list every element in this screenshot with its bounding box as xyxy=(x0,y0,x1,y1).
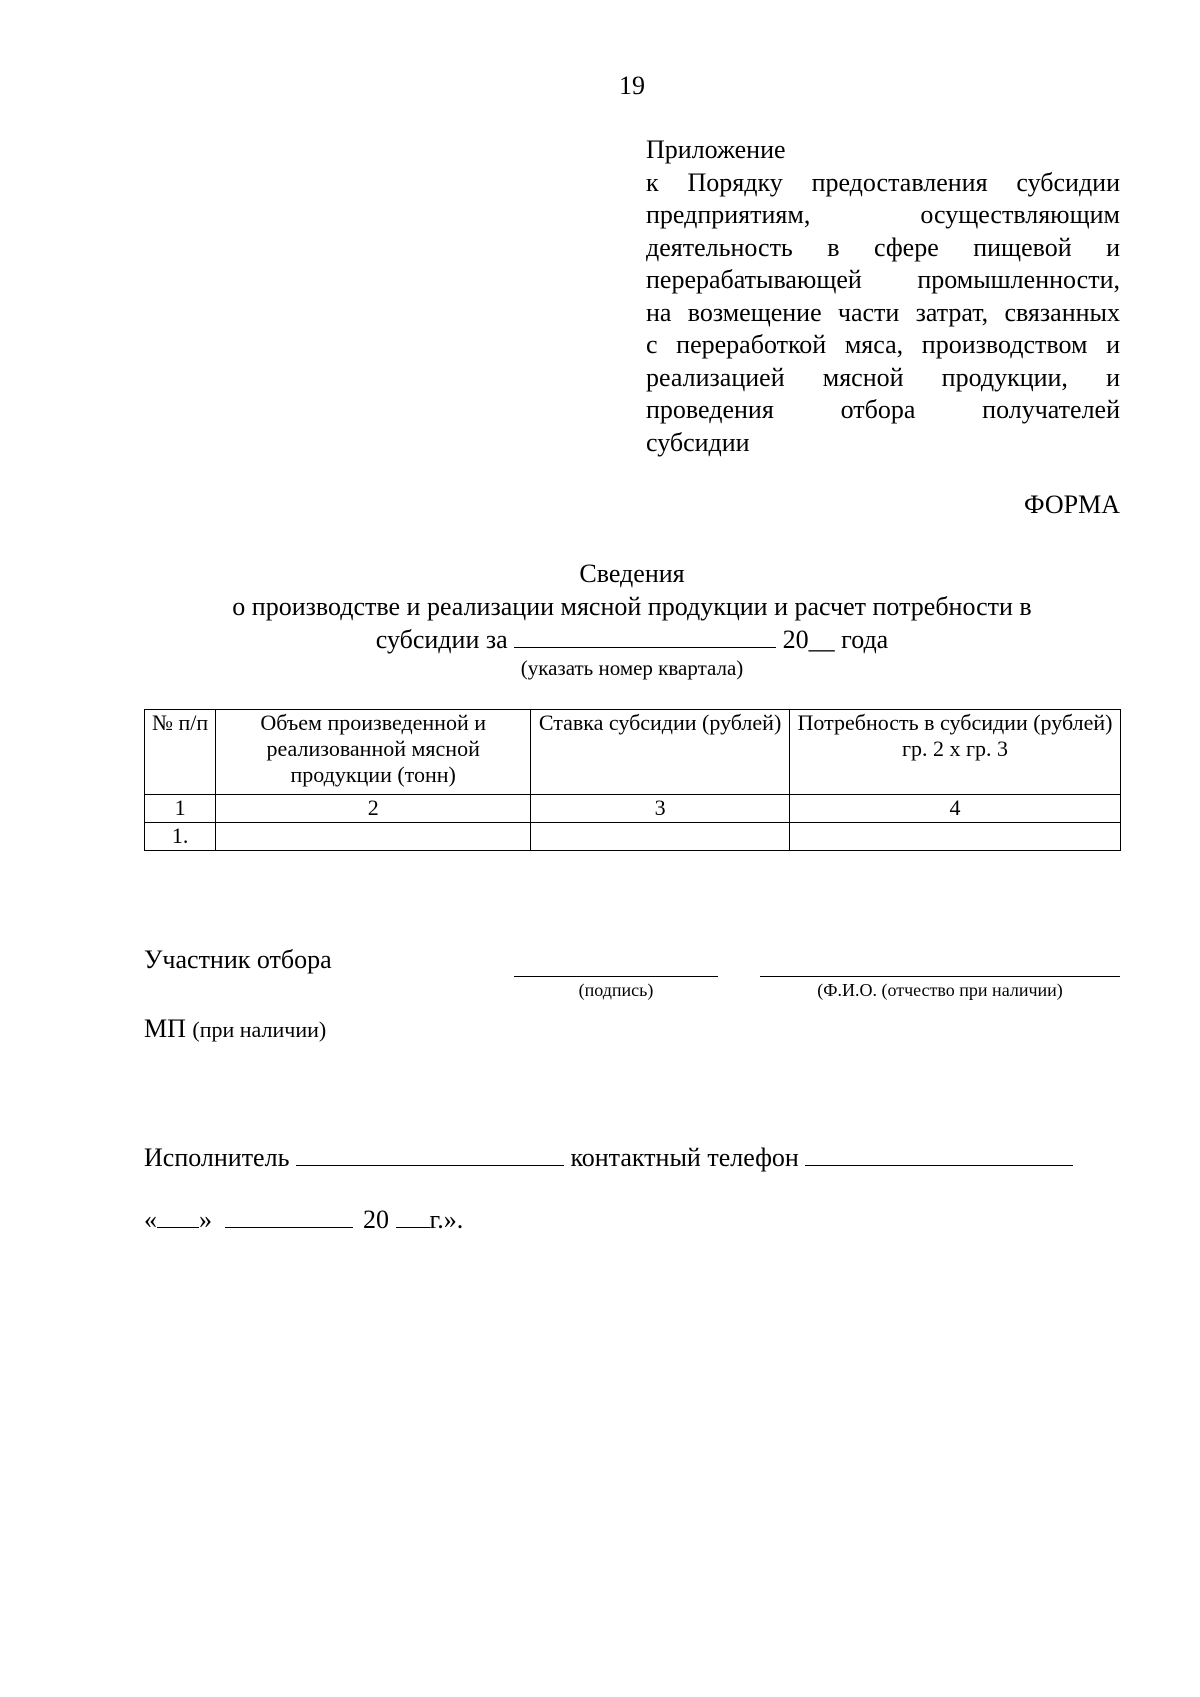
document-heading xyxy=(100,557,1164,680)
table-header-cell: Потребность в субсидии (рублей) гр. 2 х гр. 3 xyxy=(789,710,1120,795)
phone-label: контактный телефон xyxy=(570,1143,799,1172)
appendix-line: Приложение xyxy=(646,135,786,164)
form-label: ФОРМА xyxy=(1024,490,1120,519)
executor-blank-line[interactable] xyxy=(296,1164,564,1166)
table-cell[interactable] xyxy=(789,823,1120,851)
month-blank-line[interactable] xyxy=(225,1226,353,1228)
date-suffix: г.». xyxy=(429,1205,464,1234)
heading-line3-prefix: субсидии за xyxy=(375,625,508,654)
date-year-prefix: 20 xyxy=(363,1205,389,1234)
appendix-line: на возмещение части затрат, связанных xyxy=(646,297,1120,327)
stamp-main: МП xyxy=(144,1014,186,1043)
table-cell: 4 xyxy=(789,795,1120,823)
stamp-note: (при наличии) xyxy=(192,1017,327,1042)
date-close-quote: » xyxy=(199,1205,212,1234)
appendix-line: субсидии xyxy=(646,427,750,457)
appendix-line: реализацией мясной продукции, и xyxy=(646,362,1120,392)
table-cell[interactable] xyxy=(216,823,531,851)
date-line xyxy=(144,1205,463,1235)
signature-caption: (подпись) xyxy=(578,980,654,1000)
appendix-line: с переработкой мяса, производством и xyxy=(646,330,1120,359)
data-table xyxy=(144,709,1121,851)
table-header-cell: № п/п xyxy=(145,710,216,795)
appendix-line: перерабатывающей промышленности, xyxy=(646,265,1120,294)
phone-blank-line[interactable] xyxy=(805,1164,1073,1166)
signature-line[interactable] xyxy=(514,976,718,977)
table-cell[interactable] xyxy=(531,823,790,851)
name-caption: (Ф.И.О. (отчество при наличии) xyxy=(817,980,1063,1000)
participant-label: Участник отбора xyxy=(144,945,332,974)
table-row xyxy=(145,823,1121,851)
heading-line2: о производстве и реализации мясной продукции и расчет потребности в xyxy=(232,592,1032,621)
appendix-line: деятельность в сфере пищевой и xyxy=(646,232,1120,262)
heading-line3 xyxy=(100,623,1164,656)
quarter-blank-line[interactable] xyxy=(514,646,776,648)
stamp-label xyxy=(144,1014,326,1044)
table-cell: 2 xyxy=(216,795,531,823)
table-cell: 3 xyxy=(531,795,790,823)
table-header-row xyxy=(145,710,1121,795)
table-header-cell: Объем произведенной и реализованной мясной продукции (тонн) xyxy=(216,710,531,795)
appendix-block xyxy=(646,134,1120,459)
appendix-line: к Порядку предоставления субсидии xyxy=(646,167,1120,197)
executor-line xyxy=(144,1143,1073,1173)
heading-note: (указать номер квартала) xyxy=(520,656,744,680)
heading-title: Сведения xyxy=(579,559,685,588)
table-cell: 1 xyxy=(145,795,216,823)
table-numbering-row xyxy=(145,795,1121,823)
table-header-cell: Ставка субсидии (рублей) xyxy=(531,710,790,795)
day-blank-line[interactable] xyxy=(157,1226,199,1228)
page-number: 19 xyxy=(619,71,645,100)
date-open-quote: « xyxy=(144,1205,157,1234)
table-cell: 1. xyxy=(145,823,216,851)
executor-label: Исполнитель xyxy=(144,1143,290,1172)
name-line[interactable] xyxy=(760,976,1120,977)
heading-line3-year: 20__ года xyxy=(782,625,889,654)
appendix-line: проведения отбора получателей xyxy=(646,395,1120,424)
year-blank-line[interactable] xyxy=(396,1226,430,1228)
appendix-line: предприятиям, осуществляющим xyxy=(646,200,1120,229)
